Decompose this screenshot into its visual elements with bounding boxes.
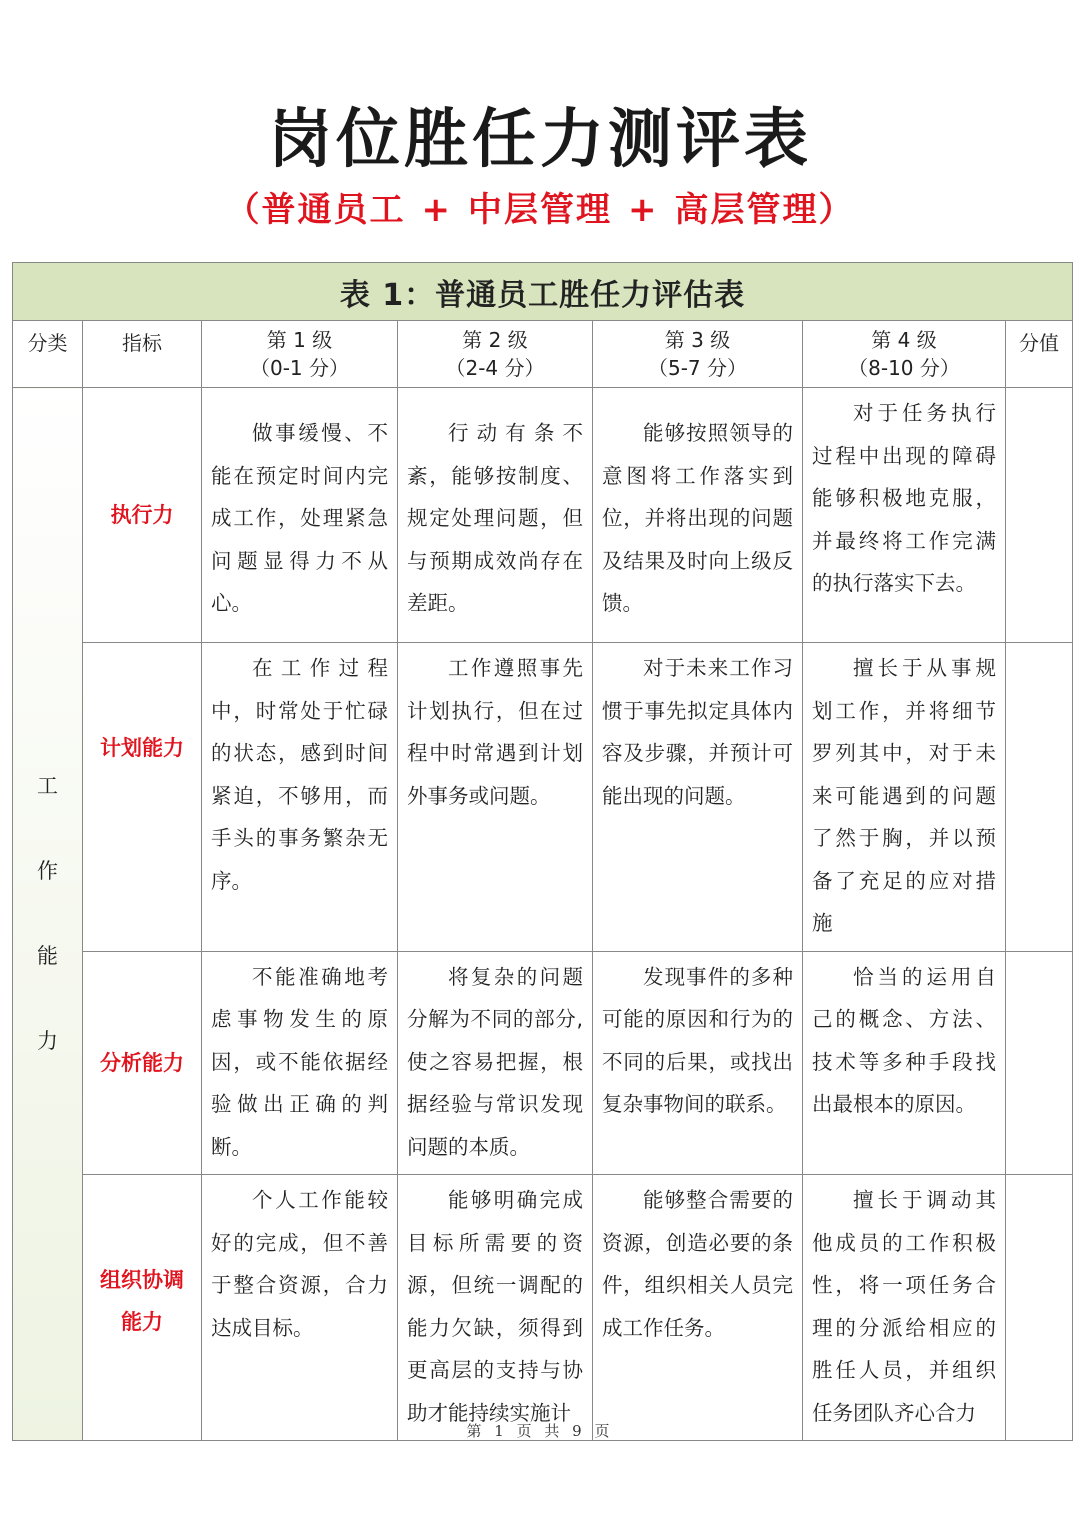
level3-desc: 发现事件的多种可能的原因和行为的不同的后果，或找出复杂事物间的联系。 xyxy=(593,951,803,1175)
table-row xyxy=(13,1175,1073,1441)
score-cell[interactable] xyxy=(1006,1175,1073,1441)
level1-desc: 做事缓慢、不能在预定时间内完成工作，处理紧急问题显得力不从心。 xyxy=(202,388,398,643)
level3-desc: 能够按照领导的意图将工作落实到位，并将出现的问题及结果及时向上级反馈。 xyxy=(593,388,803,643)
level3-desc: 对于未来工作习惯于事先拟定具体内容及步骤，并预计可能出现的问题。 xyxy=(593,643,803,952)
score-cell[interactable] xyxy=(1006,388,1073,643)
header-category: 分类 xyxy=(13,321,83,388)
subtitle-part: （普通员工 xyxy=(225,190,406,230)
score-cell[interactable] xyxy=(1006,643,1073,952)
level1-desc: 个人工作能较好的完成，但不善于整合资源，合力达成目标。 xyxy=(202,1175,398,1441)
header-level1-label: 第 1 级 xyxy=(266,328,333,352)
level4-desc: 对于任务执行过程中出现的障碍能够积极地克服，并最终将工作完满的执行落实下去。 xyxy=(803,388,1006,643)
level2-desc: 将复杂的问题分解为不同的部分,使之容易把握，根据经验与常识发现问题的本质。 xyxy=(398,951,593,1175)
category-char: 能 xyxy=(37,944,58,968)
table-row xyxy=(13,388,1073,643)
header-level3 xyxy=(593,321,803,388)
header-level1-range: （0-1 分） xyxy=(249,356,350,380)
level1-desc: 不能准确地考虑事物发生的原因，或不能依据经验做出正确的判断。 xyxy=(202,951,398,1175)
subtitle-plus: + xyxy=(421,190,452,230)
subtitle-plus: + xyxy=(628,190,659,230)
indicator-cell: 执行力 xyxy=(83,388,202,643)
header-indicator: 指标 xyxy=(83,321,202,388)
level4-desc: 恰当的运用自己的概念、方法、技术等多种手段找出最根本的原因。 xyxy=(803,951,1006,1175)
header-level1 xyxy=(202,321,398,388)
category-char: 作 xyxy=(37,859,58,883)
score-cell[interactable] xyxy=(1006,951,1073,1175)
header-level4-range: （8-10 分） xyxy=(848,356,960,380)
level4-desc: 擅长于调动其他成员的工作积极性，将一项任务合理的分派给相应的胜任人员，并组织任务团队齐心合力 xyxy=(803,1175,1006,1441)
level2-desc: 能够明确完成目标所需要的资源，但统一调配的能力欠缺，须得到更高层的支持与协助才能持续实施计 xyxy=(398,1175,593,1441)
category-cell xyxy=(13,388,83,1441)
table-row xyxy=(13,951,1073,1175)
header-level2-range: （2-4 分） xyxy=(445,356,545,380)
header-level2-label: 第 2 级 xyxy=(462,328,528,352)
page-title: 岗位胜任力测评表 xyxy=(268,103,812,177)
level4-desc: 擅长于从事规划工作，并将细节罗列其中，对于未来可能遇到的问题了然于胸，并以预备了充足的应对措施 xyxy=(803,643,1006,952)
header-level4-label: 第 4 级 xyxy=(871,328,937,352)
level2-desc: 工作遵照事先计划执行，但在过程中时常遇到计划外事务或问题。 xyxy=(398,643,593,952)
level3-desc: 能够整合需要的资源，创造必要的条件，组织相关人员完成工作任务。 xyxy=(593,1175,803,1441)
header-level2 xyxy=(398,321,593,388)
page-footer: 第 1 页 共 9 页 xyxy=(466,1422,614,1440)
header-score: 分值 xyxy=(1006,321,1073,388)
header-level4 xyxy=(803,321,1006,388)
indicator-cell: 计划能力 xyxy=(83,643,202,952)
table-caption: 表 1：普通员工胜任力评估表 xyxy=(13,263,1073,321)
table-header-row xyxy=(13,321,1073,388)
header-level3-range: （5-7 分） xyxy=(647,356,748,380)
level2-desc: 行动有条不紊，能够按制度、规定处理问题，但与预期成效尚存在差距。 xyxy=(398,388,593,643)
page-subtitle xyxy=(0,182,1080,231)
indicator-cell: 组织协调能力 xyxy=(83,1175,202,1441)
evaluation-table xyxy=(12,262,1073,1441)
subtitle-part: 高层管理） xyxy=(674,190,855,230)
subtitle-part: 中层管理 xyxy=(468,190,612,230)
level1-desc: 在工作过程中，时常处于忙碌的状态，感到时间紧迫，不够用，而手头的事务繁杂无序。 xyxy=(202,643,398,952)
indicator-cell: 分析能力 xyxy=(83,951,202,1175)
table-row xyxy=(13,643,1073,952)
category-char: 工 xyxy=(37,774,58,798)
category-char: 力 xyxy=(37,1029,58,1053)
header-level3-label: 第 3 级 xyxy=(664,328,731,352)
